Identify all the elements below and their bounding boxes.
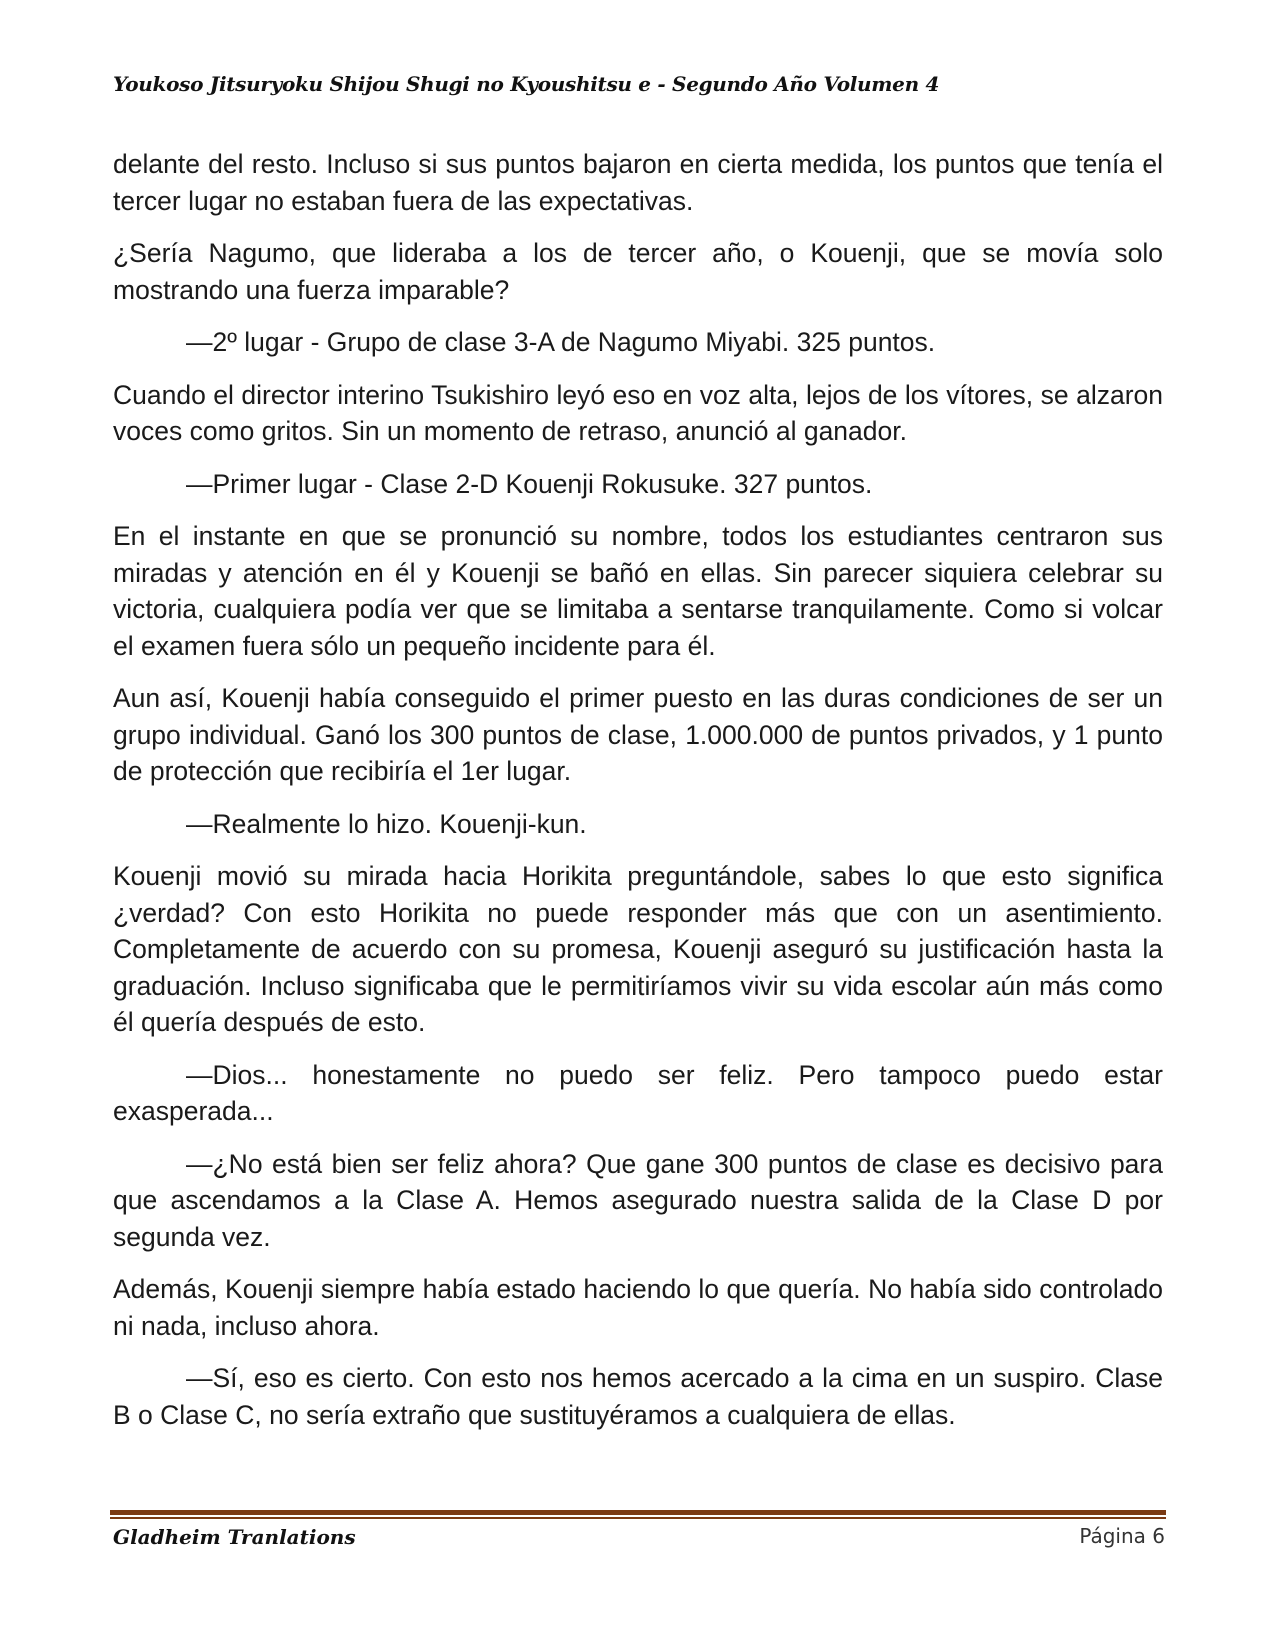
page-number: Página 6 (1079, 1524, 1165, 1548)
paragraph: Kouenji movió su mirada hacia Horikita preguntándole, sabes lo que esto significa ¿verdad? Con esto Horikita no puede responder más que con un asentimiento. Completamente de acuerdo con su promesa, Kouenji aseguró su justificación hasta la graduación. Incluso significaba que le permitiríamos vivir su vida escolar aún más como él quería después de esto. (113, 861, 1163, 1037)
dialogue-paragraph: —Primer lugar - Clase 2-D Kouenji Rokusuke. 327 puntos. (186, 468, 873, 499)
paragraph: Además, Kouenji siempre había estado haciendo lo que quería. No había sido controlado ni nada, incluso ahora. (113, 1274, 1163, 1341)
footer-divider (110, 1510, 1166, 1520)
dialogue-paragraph: —¿No está bien ser feliz ahora? Que gane 300 puntos de clase es decisivo para que ascendamos a la Clase A. Hemos asegurado nuestra salida de la Clase D por segunda vez. (113, 1148, 1163, 1252)
dialogue-paragraph: —Dios... honestamente no puedo ser feliz. Pero tampoco puedo estar exasperada... (113, 1059, 1163, 1126)
dialogue-paragraph: —Realmente lo hizo. Kouenji-kun. (186, 808, 587, 839)
paragraph: delante del resto. Incluso si sus puntos bajaron en cierta medida, los puntos que tenía el tercer lugar no estaban fuera de las expectativas. (113, 149, 1163, 216)
paragraph: ¿Sería Nagumo, que lideraba a los de tercer año, o Kouenji, que se movía solo mostrando una fuerza imparable? (113, 238, 1163, 305)
paragraph: Cuando el director interino Tsukishiro leyó eso en voz alta, lejos de los vítores, se alzaron voces como gritos. Sin un momento de retraso, anunció al ganador. (113, 379, 1163, 446)
document-body (113, 146, 1163, 1449)
footer-divider-thick (110, 1510, 1166, 1515)
dialogue-paragraph: —2º lugar - Grupo de clase 3-A de Nagumo Miyabi. 325 puntos. (186, 327, 936, 357)
page-header-title: Youkoso Jitsuryoku Shijou Shugi no Kyoushitsu e - Segundo Año Volumen 4 (113, 72, 940, 96)
paragraph: En el instante en que se pronunció su nombre, todos los estudiantes centraron sus miradas y atención en él y Kouenji se bañó en ellas. Sin parecer siquiera celebrar su victoria, cualquiera podía ver que se limitaba a sentarse tranquilamente. Como si volcar el examen fuera sólo un pequeño incidente para él. (113, 521, 1163, 661)
footer-credit: Gladheim Tranlations (113, 1525, 356, 1549)
paragraph: Aun así, Kouenji había conseguido el primer puesto en las duras condiciones de ser un grupo individual. Ganó los 300 puntos de clase, 1.000.000 de puntos privados, y 1 punto de protección que recibiría el 1er lugar. (113, 683, 1163, 786)
footer-divider-thin (110, 1517, 1166, 1519)
dialogue-paragraph: —Sí, eso es cierto. Con esto nos hemos acercado a la cima en un suspiro. Clase B o Clase C, no sería extraño que sustituyéramos a cualquiera de ellas. (113, 1363, 1163, 1430)
